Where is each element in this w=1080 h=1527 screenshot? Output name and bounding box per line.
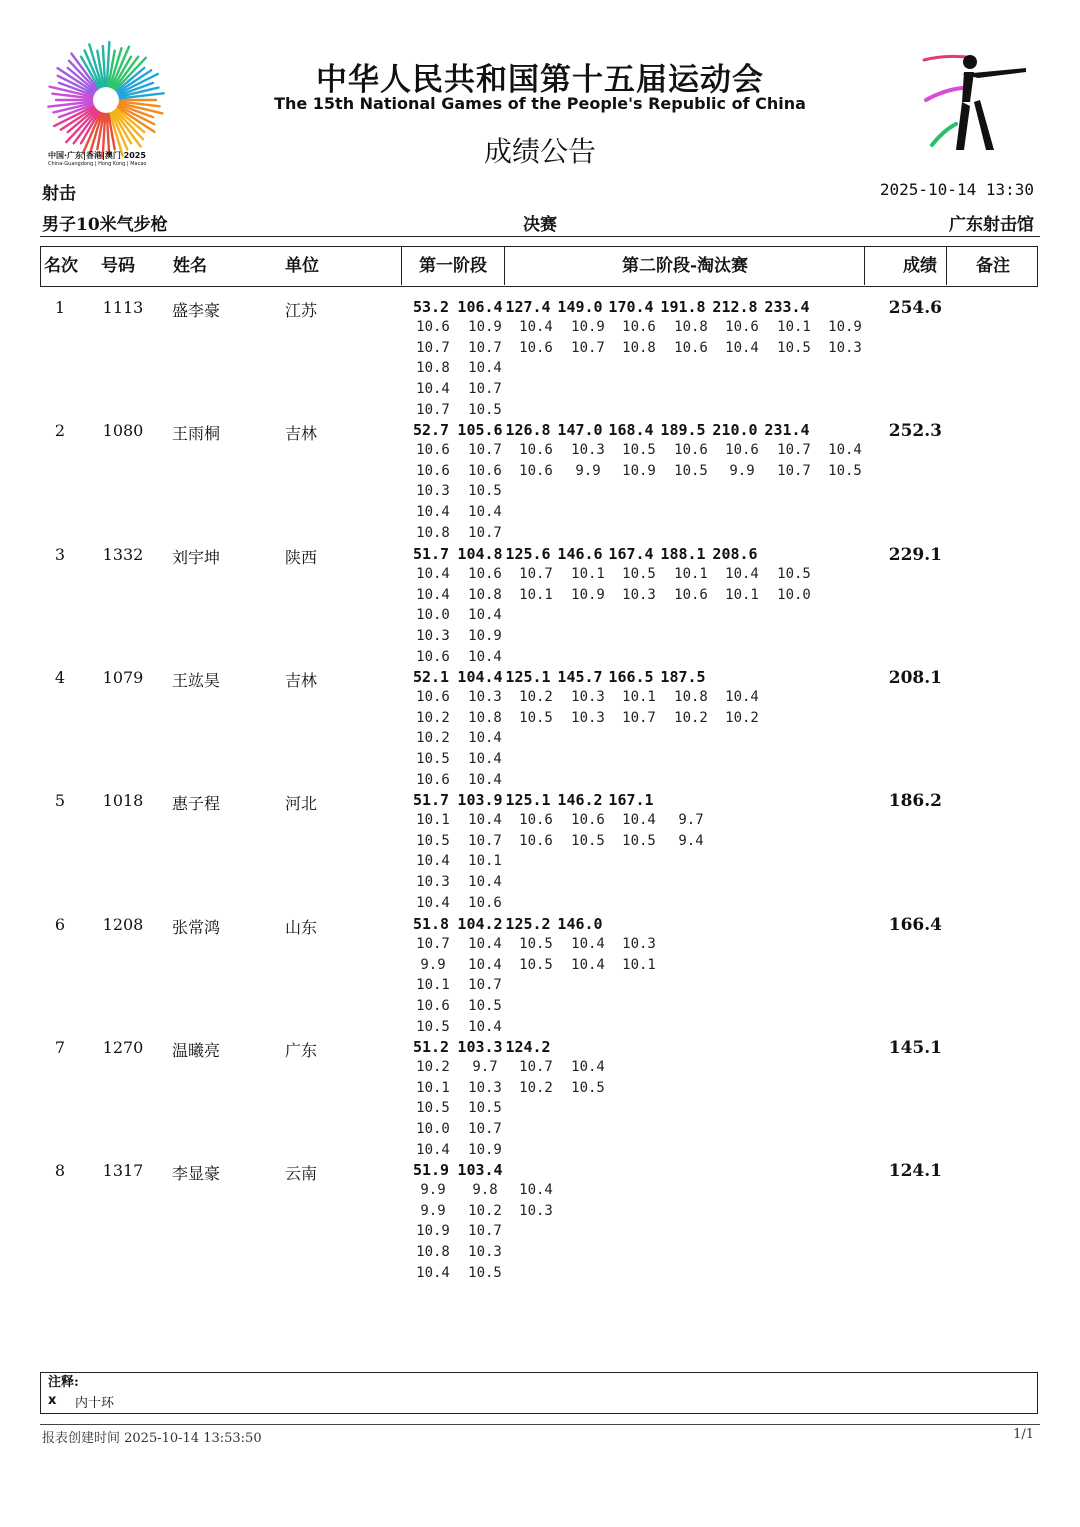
col-stage2: 第二阶段-淘汰赛 — [621, 256, 749, 276]
cumulative-score: 104.8 — [457, 545, 503, 563]
row-bib: 1018 — [102, 791, 144, 810]
cumulative-score: 187.5 — [660, 668, 706, 686]
row-total-score: 124.1 — [888, 1161, 942, 1181]
shot-score: 10.5 — [416, 1100, 450, 1116]
shot-score: 10.7 — [468, 977, 502, 993]
shot-score: 10.7 — [416, 402, 450, 418]
row-total-score: 186.2 — [888, 791, 942, 811]
venue-name: 广东射击馆 — [949, 215, 1034, 235]
shot-score: 10.9 — [622, 463, 656, 479]
shot-score: 10.4 — [468, 360, 502, 376]
shot-score: 10.3 — [468, 689, 502, 705]
row-athlete-name: 刘宇坤 — [172, 548, 221, 567]
page-number: 1/1 — [1013, 1427, 1034, 1442]
row-organization: 吉林 — [285, 671, 318, 690]
shot-score: 10.7 — [468, 1121, 502, 1137]
shot-score: 10.5 — [468, 402, 502, 418]
shot-score: 10.9 — [468, 628, 502, 644]
shot-score: 10.4 — [622, 812, 656, 828]
shot-score: 10.6 — [725, 442, 759, 458]
shot-score: 10.6 — [519, 463, 553, 479]
shot-score: 10.2 — [416, 1059, 450, 1075]
cumulative-score: 210.0 — [712, 421, 758, 439]
notes-title: 注释: — [48, 1375, 79, 1390]
row-total-score: 252.3 — [888, 421, 942, 441]
shot-score: 10.1 — [777, 319, 811, 335]
games-title-cn: 中华人民共和国第十五届运动会 — [316, 62, 764, 98]
shot-score: 10.6 — [519, 833, 553, 849]
shot-score: 10.4 — [416, 587, 450, 603]
shot-score: 10.5 — [571, 833, 605, 849]
col-remark: 备注 — [976, 256, 1010, 276]
shot-score: 10.4 — [725, 340, 759, 356]
row-organization: 广东 — [285, 1041, 318, 1060]
shot-score: 10.4 — [468, 812, 502, 828]
cumulative-score: 167.1 — [608, 791, 654, 809]
shot-score: 10.2 — [725, 710, 759, 726]
shot-score: 10.4 — [468, 936, 502, 952]
row-organization: 云南 — [285, 1164, 318, 1183]
cumulative-score: 126.8 — [505, 421, 551, 439]
cumulative-score: 233.4 — [764, 298, 810, 316]
shot-score: 10.9 — [571, 319, 605, 335]
shot-score: 10.4 — [416, 1265, 450, 1281]
row-athlete-name: 温曦亮 — [172, 1041, 221, 1060]
row-athlete-name: 李显豪 — [172, 1164, 221, 1183]
row-rank: 2 — [54, 421, 66, 440]
shot-score: 10.3 — [416, 628, 450, 644]
shot-score: 10.3 — [571, 442, 605, 458]
shot-score: 10.7 — [519, 566, 553, 582]
shot-score: 10.1 — [519, 587, 553, 603]
shot-score: 10.6 — [416, 689, 450, 705]
notes-code: x — [48, 1393, 57, 1408]
shot-score: 10.4 — [725, 566, 759, 582]
shot-score: 10.5 — [622, 442, 656, 458]
shot-score: 10.9 — [416, 1223, 450, 1239]
shot-score: 9.9 — [575, 463, 601, 479]
row-total-score: 166.4 — [888, 915, 942, 935]
cumulative-score: 125.1 — [505, 668, 551, 686]
row-bib: 1270 — [102, 1038, 144, 1057]
cumulative-score: 51.8 — [412, 915, 450, 933]
shot-score: 10.9 — [828, 319, 862, 335]
shot-score: 10.7 — [468, 525, 502, 541]
col-stage1: 第一阶段 — [419, 256, 487, 276]
shot-score: 10.5 — [468, 998, 502, 1014]
shot-score: 10.4 — [468, 504, 502, 520]
shot-score: 10.4 — [519, 319, 553, 335]
shot-score: 10.3 — [416, 483, 450, 499]
results-table-header — [40, 246, 1038, 287]
shot-score: 10.1 — [725, 587, 759, 603]
shot-score: 10.5 — [468, 1100, 502, 1116]
cumulative-score: 166.5 — [608, 668, 654, 686]
shot-score: 10.3 — [468, 1244, 502, 1260]
shot-score: 10.8 — [674, 689, 708, 705]
shot-score: 9.7 — [472, 1059, 498, 1075]
row-rank: 8 — [54, 1161, 66, 1180]
shot-score: 10.6 — [468, 463, 502, 479]
shot-score: 10.6 — [416, 442, 450, 458]
shot-score: 9.8 — [472, 1182, 498, 1198]
shot-score: 10.4 — [571, 1059, 605, 1075]
logo-caption-cn: 中国·广东|香港|澳门 2025 — [48, 151, 146, 160]
shot-score: 9.9 — [729, 463, 755, 479]
shot-score: 10.4 — [725, 689, 759, 705]
row-organization: 陕西 — [285, 548, 318, 567]
row-bib: 1113 — [102, 298, 144, 317]
cumulative-score: 146.2 — [557, 791, 603, 809]
shot-score: 10.3 — [828, 340, 862, 356]
shot-score: 10.0 — [777, 587, 811, 603]
cumulative-score: 105.6 — [457, 421, 503, 439]
shot-score: 10.8 — [674, 319, 708, 335]
shot-score: 10.4 — [571, 957, 605, 973]
cumulative-score: 103.9 — [457, 791, 503, 809]
cumulative-score: 145.7 — [557, 668, 603, 686]
cumulative-score: 51.2 — [412, 1038, 450, 1056]
cumulative-score: 208.6 — [712, 545, 758, 563]
shot-score: 10.5 — [571, 1080, 605, 1096]
shot-score: 10.6 — [416, 772, 450, 788]
row-athlete-name: 王雨桐 — [172, 424, 221, 443]
shot-score: 10.5 — [828, 463, 862, 479]
shot-score: 10.6 — [519, 442, 553, 458]
shot-score: 10.1 — [622, 957, 656, 973]
shot-score: 10.3 — [571, 710, 605, 726]
shot-score: 10.4 — [468, 649, 502, 665]
header-divider — [40, 236, 1040, 237]
shot-score: 10.7 — [416, 340, 450, 356]
shot-score: 10.2 — [519, 1080, 553, 1096]
shot-score: 10.3 — [571, 689, 605, 705]
cumulative-score: 104.2 — [457, 915, 503, 933]
cumulative-score: 147.0 — [557, 421, 603, 439]
shot-score: 10.4 — [828, 442, 862, 458]
shot-score: 10.4 — [416, 1142, 450, 1158]
shot-score: 10.1 — [416, 812, 450, 828]
shot-score: 9.4 — [678, 833, 704, 849]
shot-score: 10.3 — [519, 1203, 553, 1219]
shot-score: 10.6 — [622, 319, 656, 335]
document-title: 成绩公告 — [483, 135, 596, 168]
shot-score: 9.9 — [420, 1182, 446, 1198]
shot-score: 10.1 — [416, 1080, 450, 1096]
cumulative-score: 167.4 — [608, 545, 654, 563]
cumulative-score: 53.2 — [412, 298, 450, 316]
shot-score: 10.8 — [622, 340, 656, 356]
row-rank: 7 — [54, 1038, 66, 1057]
row-organization: 江苏 — [285, 301, 318, 320]
shot-score: 10.7 — [777, 442, 811, 458]
shot-score: 10.4 — [468, 957, 502, 973]
shot-score: 10.5 — [416, 833, 450, 849]
row-bib: 1332 — [102, 545, 144, 564]
row-organization: 吉林 — [285, 424, 318, 443]
shot-score: 10.5 — [468, 1265, 502, 1281]
cumulative-score: 106.4 — [457, 298, 503, 316]
shot-score: 10.1 — [416, 977, 450, 993]
event-datetime: 2025-10-14 13:30 — [879, 180, 1034, 199]
cumulative-score: 125.1 — [505, 791, 551, 809]
shot-score: 10.7 — [571, 340, 605, 356]
cumulative-score: 212.8 — [712, 298, 758, 316]
cumulative-score: 103.4 — [457, 1161, 503, 1179]
shot-score: 10.2 — [519, 689, 553, 705]
shot-score: 10.5 — [519, 957, 553, 973]
shot-score: 10.6 — [416, 463, 450, 479]
shot-score: 10.4 — [468, 730, 502, 746]
shot-score: 10.6 — [674, 587, 708, 603]
row-rank: 5 — [54, 791, 66, 810]
shot-score: 10.9 — [468, 319, 502, 335]
row-athlete-name: 张常鸿 — [172, 918, 221, 937]
cumulative-score: 149.0 — [557, 298, 603, 316]
col-bib: 号码 — [101, 256, 135, 276]
cumulative-score: 52.1 — [412, 668, 450, 686]
sport-label: 射击 — [42, 184, 76, 204]
row-athlete-name: 惠子程 — [172, 794, 221, 813]
row-athlete-name: 王竑昊 — [172, 671, 221, 690]
shot-score: 10.6 — [674, 340, 708, 356]
cumulative-score: 51.7 — [412, 545, 450, 563]
shot-score: 10.8 — [416, 360, 450, 376]
shot-score: 10.7 — [468, 340, 502, 356]
row-total-score: 254.6 — [888, 298, 942, 318]
shot-score: 10.6 — [725, 319, 759, 335]
row-bib: 1208 — [102, 915, 144, 934]
row-bib: 1079 — [102, 668, 144, 687]
cumulative-score: 125.2 — [505, 915, 551, 933]
shot-score: 10.1 — [674, 566, 708, 582]
shot-score: 10.3 — [416, 874, 450, 890]
shot-score: 10.4 — [468, 874, 502, 890]
row-organization: 山东 — [285, 918, 318, 937]
shot-score: 10.5 — [468, 483, 502, 499]
shot-score: 10.9 — [468, 1142, 502, 1158]
shot-score: 9.7 — [678, 812, 704, 828]
row-rank: 1 — [54, 298, 66, 317]
notes-text: 内十环 — [75, 1396, 115, 1411]
row-total-score: 229.1 — [888, 545, 942, 565]
shot-score: 10.2 — [416, 730, 450, 746]
shot-score: 10.8 — [468, 710, 502, 726]
shot-score: 10.4 — [416, 895, 450, 911]
shot-score: 10.0 — [416, 1121, 450, 1137]
shot-score: 9.9 — [420, 1203, 446, 1219]
cumulative-score: 125.6 — [505, 545, 551, 563]
cumulative-score: 146.6 — [557, 545, 603, 563]
shot-score: 10.7 — [468, 381, 502, 397]
cumulative-score: 231.4 — [764, 421, 810, 439]
shot-score: 10.2 — [416, 710, 450, 726]
event-name: 男子10米气步枪 — [42, 215, 168, 235]
shot-score: 10.1 — [468, 853, 502, 869]
cumulative-score: 189.5 — [660, 421, 706, 439]
shot-score: 10.6 — [468, 895, 502, 911]
shot-score: 10.0 — [416, 607, 450, 623]
shot-score: 10.5 — [674, 463, 708, 479]
cumulative-score: 188.1 — [660, 545, 706, 563]
shot-score: 10.5 — [622, 566, 656, 582]
shot-score: 10.2 — [674, 710, 708, 726]
cumulative-score: 124.2 — [505, 1038, 551, 1056]
shot-score: 10.4 — [468, 772, 502, 788]
shot-score: 10.8 — [468, 587, 502, 603]
row-bib: 1317 — [102, 1161, 144, 1180]
shot-score: 10.4 — [468, 607, 502, 623]
shot-score: 10.4 — [571, 936, 605, 952]
shot-score: 10.6 — [416, 998, 450, 1014]
shot-score: 10.5 — [416, 751, 450, 767]
cumulative-score: 146.0 — [557, 915, 603, 933]
shot-score: 10.2 — [468, 1203, 502, 1219]
row-total-score: 208.1 — [888, 668, 942, 688]
logo-caption-en: China-Guangdong | Hong Kong | Macao — [48, 161, 147, 167]
row-athlete-name: 盛李豪 — [172, 301, 221, 320]
shot-score: 10.3 — [622, 936, 656, 952]
shot-score: 10.7 — [468, 442, 502, 458]
shot-score: 10.4 — [416, 381, 450, 397]
shot-score: 10.4 — [468, 751, 502, 767]
cumulative-score: 51.9 — [412, 1161, 450, 1179]
shot-score: 10.1 — [622, 689, 656, 705]
col-org: 单位 — [285, 256, 319, 276]
cumulative-score: 104.4 — [457, 668, 503, 686]
report-created-time: 报表创建时间 2025-10-14 13:53:50 — [42, 1431, 262, 1446]
shot-score: 10.8 — [416, 525, 450, 541]
shot-score: 10.7 — [416, 936, 450, 952]
shot-score: 10.7 — [777, 463, 811, 479]
row-rank: 4 — [54, 668, 66, 687]
col-divider — [401, 247, 402, 285]
col-total: 成绩 — [903, 256, 937, 276]
notes-box — [40, 1372, 1038, 1414]
shot-score: 10.5 — [777, 340, 811, 356]
shot-score: 10.1 — [571, 566, 605, 582]
cumulative-score: 170.4 — [608, 298, 654, 316]
cumulative-score: 103.3 — [457, 1038, 503, 1056]
shot-score: 10.6 — [571, 812, 605, 828]
row-rank: 6 — [54, 915, 66, 934]
shot-score: 10.7 — [468, 1223, 502, 1239]
shot-score: 10.7 — [468, 833, 502, 849]
cumulative-score: 191.8 — [660, 298, 706, 316]
shot-score: 10.3 — [468, 1080, 502, 1096]
shot-score: 10.4 — [519, 1182, 553, 1198]
row-organization: 河北 — [285, 794, 318, 813]
row-bib: 1080 — [102, 421, 144, 440]
row-rank: 3 — [54, 545, 66, 564]
shot-score: 10.4 — [416, 566, 450, 582]
shot-score: 10.6 — [519, 812, 553, 828]
shot-score: 10.5 — [519, 936, 553, 952]
event-phase: 决赛 — [523, 215, 557, 235]
shot-score: 10.6 — [416, 649, 450, 665]
col-name: 姓名 — [173, 256, 207, 276]
cumulative-score: 127.4 — [505, 298, 551, 316]
shot-score: 10.4 — [416, 504, 450, 520]
shot-score: 10.4 — [416, 853, 450, 869]
shot-score: 10.5 — [777, 566, 811, 582]
cumulative-score: 168.4 — [608, 421, 654, 439]
shot-score: 9.9 — [420, 957, 446, 973]
shot-score: 10.9 — [571, 587, 605, 603]
shot-score: 10.7 — [519, 1059, 553, 1075]
footer-divider — [40, 1424, 1040, 1425]
shot-score: 10.5 — [622, 833, 656, 849]
shot-score: 10.6 — [519, 340, 553, 356]
shot-score: 10.4 — [468, 1019, 502, 1035]
cumulative-score: 52.7 — [412, 421, 450, 439]
shot-score: 10.5 — [416, 1019, 450, 1035]
shot-score: 10.7 — [622, 710, 656, 726]
shot-score: 10.6 — [674, 442, 708, 458]
shot-score: 10.5 — [519, 710, 553, 726]
shot-score: 10.8 — [416, 1244, 450, 1260]
games-title-en: The 15th National Games of the People's Republic of China — [274, 94, 806, 113]
shot-score: 10.3 — [622, 587, 656, 603]
shot-score: 10.6 — [416, 319, 450, 335]
row-total-score: 145.1 — [888, 1038, 942, 1058]
shot-score: 10.6 — [468, 566, 502, 582]
col-rank: 名次 — [44, 256, 78, 276]
cumulative-score: 51.7 — [412, 791, 450, 809]
